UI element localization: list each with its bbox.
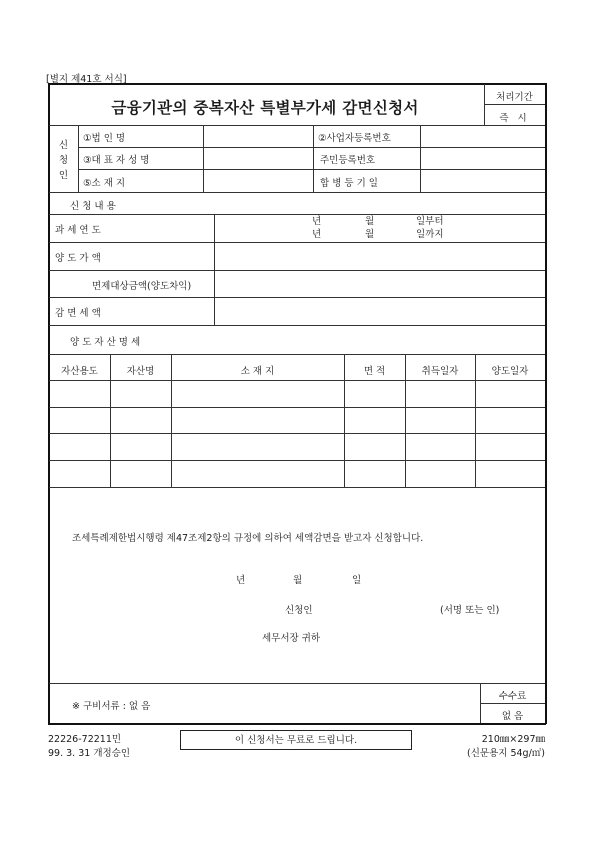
application-date: 년 월 일: [236, 575, 362, 586]
representative-name-label: ③대 표 자 성 명: [83, 155, 150, 166]
applicant-label: 신 청 인: [58, 140, 69, 181]
applicant-sign-label: 신청인: [285, 605, 313, 616]
col-asset-area: 면 적: [363, 366, 386, 377]
addressee: 세무서장 귀하: [262, 633, 321, 644]
col-acquisition-date: 취득일자: [421, 366, 459, 377]
exempt-amount-label: 면제대상금액(양도차익): [92, 281, 192, 292]
processing-period-value: 즉 시: [499, 113, 530, 124]
reduced-tax-label: 감 면 세 액: [55, 308, 101, 319]
form-number-tag: [별지 제41호 서식]: [46, 74, 127, 85]
paper-type: (신문용지 54g/㎡): [467, 748, 545, 759]
col-asset-use: 자산용도: [61, 366, 98, 377]
request-content-header: 신 청 내 용: [70, 201, 116, 212]
declaration-text: 조세특례제한법시행령 제47조제2항의 규정에 의하여 세액감면을 받고자 신청합니다.: [72, 533, 424, 544]
page-title: 금융기관의 중복자산 특별부가세 감면신청서: [111, 99, 419, 117]
col-transfer-date: 양도일자: [491, 366, 529, 377]
col-asset-name: 자산명: [126, 366, 155, 377]
tax-year-label-text: 과 세 연 도: [55, 225, 101, 236]
corp-name-label: ①법 인 명: [83, 133, 126, 144]
address-label: ⑤소 재 지: [83, 178, 126, 189]
asset-details-header: 양 도 자 산 명 세: [70, 337, 141, 348]
paper-size: 210㎜×297㎜: [481, 734, 545, 745]
fee-label: 수수료: [498, 691, 527, 702]
col-asset-location: 소 재 지: [240, 366, 275, 377]
transfer-value-label: 양 도 가 액: [55, 253, 101, 264]
tax-year-period: 년 월 일부터 년 월 일까지: [312, 216, 444, 240]
free-notice-box: 이 신청서는 무료로 드립니다.: [180, 730, 412, 750]
approval-date: 99. 3. 31 개정승인: [48, 748, 131, 759]
merger-date-label: 합 병 등 기 일: [320, 178, 378, 189]
biz-reg-number-label: ②사업자등록번호: [318, 133, 391, 144]
resident-reg-number-label: 주민등록번호: [320, 155, 376, 166]
sign-note: (서명 또는 인): [440, 605, 500, 616]
attachments-note: ※ 구비서류 : 없 음: [72, 701, 151, 712]
form-code: 22226-72211민: [48, 734, 122, 745]
processing-period-label: 처리기간: [496, 92, 533, 103]
fee-value: 없 음: [501, 711, 524, 722]
